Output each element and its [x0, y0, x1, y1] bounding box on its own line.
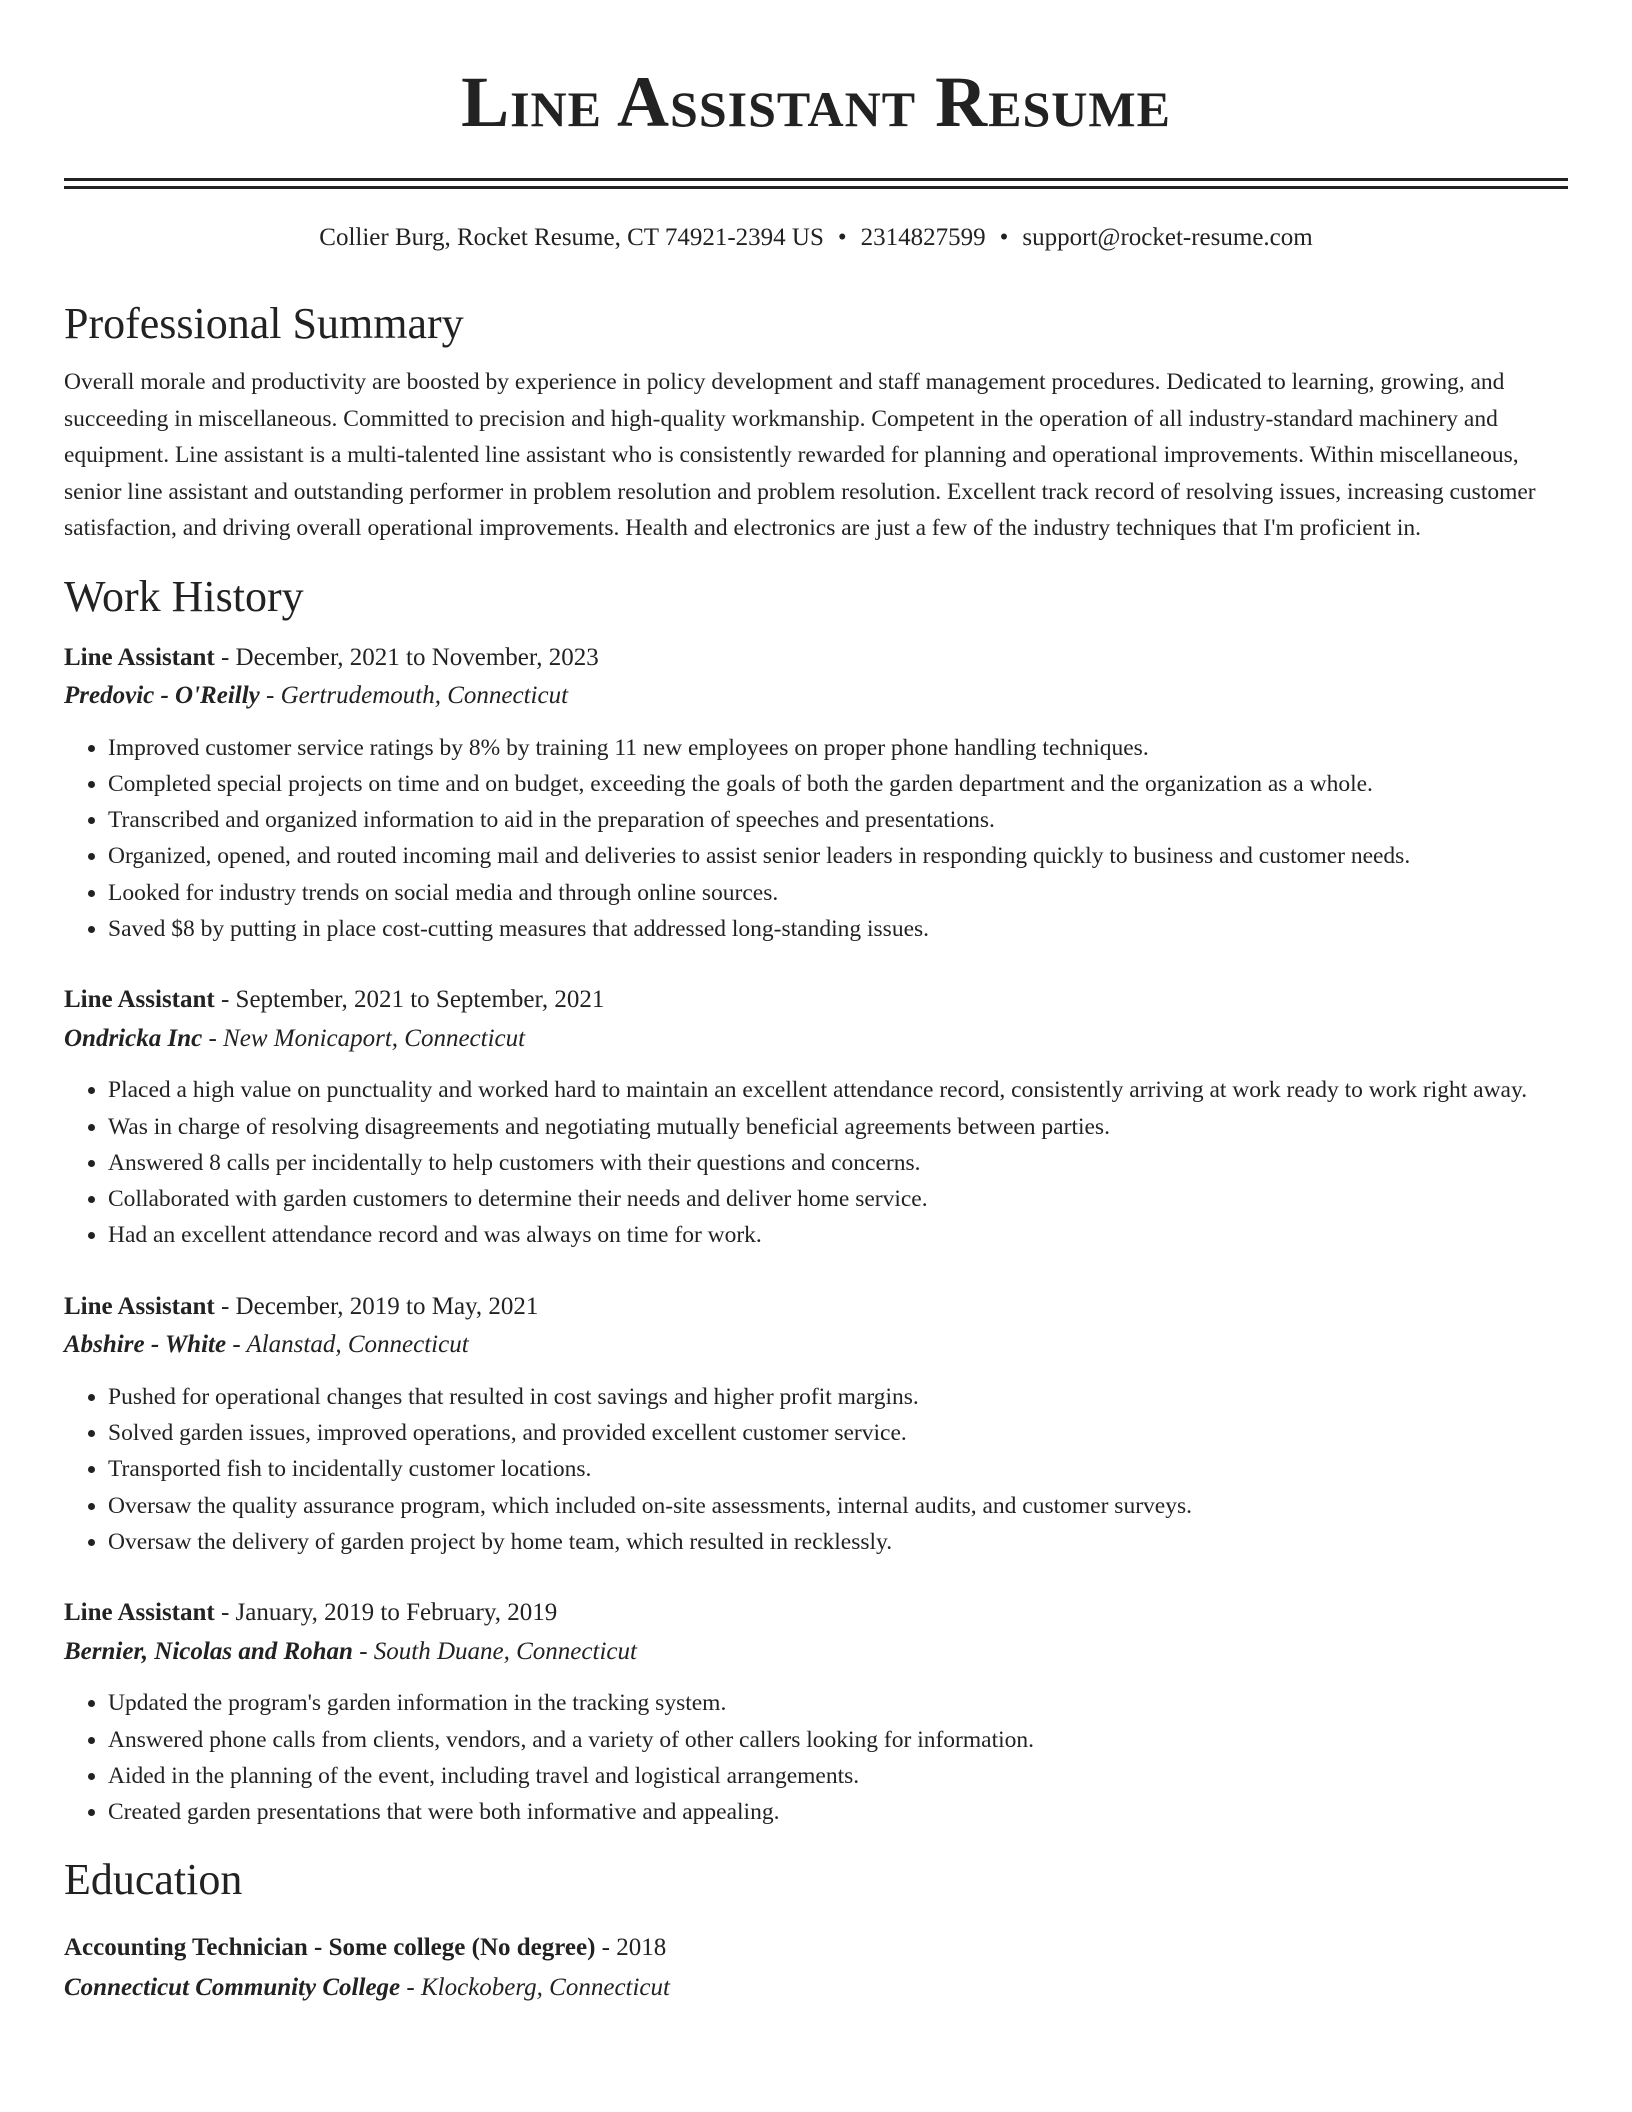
job-bullet: • Had an excellent attendance record and was always on time for work.	[108, 1217, 1568, 1253]
job-bullet: • Completed special projects on time and on budget, exceeding the goals of both the garden department and the organization as a whole.	[108, 766, 1568, 802]
job-bullet: • Oversaw the quality assurance program, which included on-site assessments, internal audits, and customer surveys.	[108, 1488, 1568, 1524]
page-title: Line Assistant Resume	[461, 62, 1171, 142]
job-title-line	[64, 981, 1568, 1020]
job-role: Line Assistant	[64, 643, 215, 671]
employer-location: - Gertrudemouth, Connecticut	[259, 682, 569, 709]
degree-line	[64, 1928, 1568, 1968]
job-bullet: • Transported fish to incidentally customer locations.	[108, 1451, 1568, 1487]
contact-email: support@rocket-resume.com	[1022, 224, 1313, 251]
job-entry	[64, 981, 1568, 1253]
job-title-line	[64, 639, 1568, 678]
section-heading-work-history: Work History	[64, 571, 304, 621]
school-name: Connecticut Community College	[64, 1974, 401, 2002]
job-bullet: • Was in charge of resolving disagreements and negotiating mutually beneficial agreements between parties.	[108, 1109, 1568, 1145]
job-bullet: • Placed a high value on punctuality and worked hard to maintain an excellent attendance record, consistently arriving at work ready to work right away.	[108, 1072, 1568, 1108]
section-heading-summary: Professional Summary	[64, 299, 464, 348]
job-entry	[64, 1594, 1568, 1830]
job-bullet: • Updated the program's garden information in the tracking system.	[108, 1685, 1568, 1721]
job-bullet-list	[64, 1685, 1568, 1830]
contact-separator: •	[999, 224, 1009, 251]
job-dates: - December, 2021 to November, 2023	[214, 643, 599, 671]
job-entry	[64, 639, 1568, 948]
employer-line	[64, 677, 1568, 716]
job-bullet: • Pushed for operational changes that resulted in cost savings and higher profit margins.	[108, 1379, 1568, 1415]
education-entry	[64, 1928, 1568, 2008]
job-bullet: • Answered phone calls from clients, vendors, and a variety of other callers looking for information.	[108, 1722, 1568, 1758]
job-bullet-list	[64, 1379, 1568, 1560]
job-bullet: • Transcribed and organized information to aid in the preparation of speeches and presentations.	[108, 802, 1568, 838]
job-bullet: • Solved garden issues, improved operations, and provided excellent customer service.	[108, 1415, 1568, 1451]
contact-separator: •	[837, 224, 847, 251]
job-dates: - January, 2019 to February, 2019	[214, 1599, 558, 1627]
employer-location: - South Duane, Connecticut	[352, 1637, 637, 1665]
employer-location: - New Monicaport, Connecticut	[202, 1024, 526, 1052]
employer-name: Bernier, Nicolas and Rohan	[64, 1637, 353, 1665]
job-bullet: • Looked for industry trends on social media and through online sources.	[108, 875, 1568, 911]
contact-address: Collier Burg, Rocket Resume, CT 74921-2394 US	[319, 224, 824, 251]
degree-year: - 2018	[595, 1934, 667, 1962]
job-bullet-list	[64, 1072, 1568, 1253]
job-role: Line Assistant	[64, 1292, 215, 1320]
employer-line	[64, 1326, 1568, 1365]
degree-name: Accounting Technician - Some college (No degree)	[64, 1934, 596, 1962]
job-dates: - September, 2021 to September, 2021	[214, 986, 605, 1014]
job-dates: - December, 2019 to May, 2021	[214, 1292, 539, 1320]
employer-line	[64, 1020, 1568, 1059]
employer-line	[64, 1633, 1568, 1672]
job-role: Line Assistant	[64, 1599, 215, 1627]
job-role: Line Assistant	[64, 986, 215, 1014]
job-bullet: • Improved customer service ratings by 8% by training 11 new employees on proper phone handling techniques.	[108, 730, 1568, 766]
job-bullet: • Aided in the planning of the event, including travel and logistical arrangements.	[108, 1758, 1568, 1794]
job-title-line	[64, 1594, 1568, 1633]
job-bullet: • Saved $8 by putting in place cost-cutting measures that addressed long-standing issues.	[108, 911, 1568, 947]
employer-name: Abshire - White	[64, 1331, 227, 1359]
job-bullet: • Answered 8 calls per incidentally to help customers with their questions and concerns.	[108, 1145, 1568, 1181]
job-bullet-list	[64, 730, 1568, 948]
job-title-line	[64, 1288, 1568, 1327]
summary-text: Overall morale and productivity are boosted by experience in policy development and staff management procedures. Dedicated to learning, growing, and succeeding in miscellaneous. Committed to precision and high-quality workmanship. Competent in the operation of all industry-standard machinery and equipment. Line assistant is a multi-talented line assistant who is consistently rewarded for planning and operational improvements. Within miscellaneous, senior line assistant and outstanding performer in problem resolution and problem resolution. Excellent track record of resolving issues, increasing customer satisfaction, and driving overall operational improvements. Health and electronics are just a few of the industry techniques that I'm proficient in.	[64, 369, 1536, 541]
work-history-list	[64, 639, 1568, 1831]
job-bullet: • Oversaw the delivery of garden project by home team, which resulted in recklessly.	[108, 1524, 1568, 1560]
school-location: - Klockoberg, Connecticut	[400, 1974, 670, 2002]
contact-line	[64, 222, 1568, 254]
employer-location: - Alanstad, Connecticut	[226, 1331, 469, 1359]
section-heading-education: Education	[64, 1855, 243, 1905]
job-entry	[64, 1288, 1568, 1560]
school-line	[64, 1968, 1568, 2008]
contact-phone: 2314827599	[860, 224, 986, 251]
job-bullet: • Collaborated with garden customers to determine their needs and deliver home service.	[108, 1181, 1568, 1217]
employer-name: Predovic - O'Reilly	[64, 682, 260, 709]
job-bullet: • Created garden presentations that were both informative and appealing.	[108, 1794, 1568, 1830]
employer-name: Ondricka Inc	[64, 1024, 203, 1052]
job-bullet: • Organized, opened, and routed incoming mail and deliveries to assist senior leaders in responding quickly to business and customer needs.	[108, 838, 1568, 874]
title-divider	[64, 178, 1568, 189]
